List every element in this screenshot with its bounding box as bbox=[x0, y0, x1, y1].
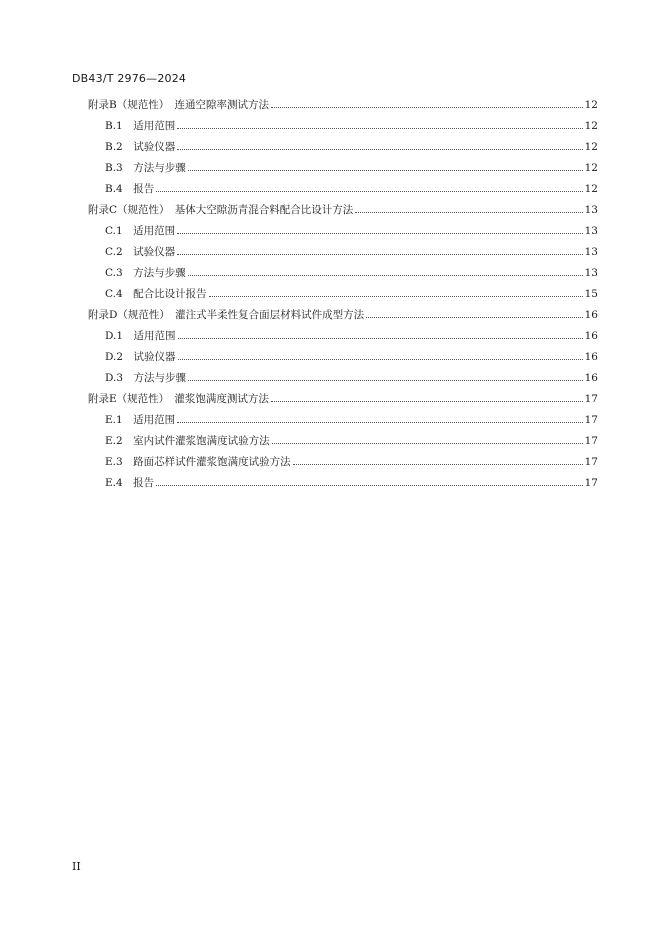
document-code-header: DB43/T 2976—2024 bbox=[72, 72, 187, 85]
toc-entry-page: 13 bbox=[584, 267, 598, 279]
toc-leader-dots bbox=[156, 182, 582, 192]
toc-entry-section[interactable] bbox=[105, 475, 598, 496]
toc-leader-dots bbox=[178, 350, 583, 360]
toc-entry-appendix[interactable] bbox=[88, 307, 598, 328]
toc-entry-page: 16 bbox=[584, 309, 598, 321]
toc-entry-label: E.4 报告 bbox=[105, 477, 155, 489]
toc-entry-label: B.3 方法与步骤 bbox=[105, 162, 186, 174]
toc-leader-dots bbox=[188, 266, 583, 276]
toc-leader-dots bbox=[177, 119, 582, 129]
toc-leader-dots bbox=[271, 98, 583, 108]
toc-entry-section[interactable] bbox=[105, 181, 598, 202]
toc-entry-section[interactable] bbox=[105, 286, 598, 307]
toc-leader-dots bbox=[188, 371, 583, 381]
toc-entry-label: B.4 报告 bbox=[105, 183, 155, 195]
toc-entry-page: 17 bbox=[584, 456, 598, 468]
toc-entry-section[interactable] bbox=[105, 265, 598, 286]
toc-leader-dots bbox=[366, 308, 582, 318]
toc-entry-label: 附录E（规范性） 灌浆饱满度测试方法 bbox=[88, 393, 269, 405]
toc-entry-page: 12 bbox=[584, 120, 598, 132]
page-number: II bbox=[72, 860, 81, 873]
toc-entry-page: 17 bbox=[584, 477, 598, 489]
toc-leader-dots bbox=[355, 203, 582, 213]
toc-entry-page: 12 bbox=[584, 162, 598, 174]
toc-entry-label: E.2 室内试件灌浆饱满度试验方法 bbox=[105, 435, 270, 447]
toc-entry-section[interactable] bbox=[105, 139, 598, 160]
toc-entry-page: 16 bbox=[584, 372, 598, 384]
toc-entry-label: C.4 配合比设计报告 bbox=[105, 288, 207, 300]
toc-entry-page: 16 bbox=[584, 330, 598, 342]
toc-entry-label: D.1 适用范围 bbox=[105, 330, 176, 342]
toc-entry-label: 附录B（规范性） 连通空隙率测试方法 bbox=[88, 99, 269, 111]
toc-entry-page: 16 bbox=[584, 351, 598, 363]
toc-entry-section[interactable] bbox=[105, 328, 598, 349]
toc-entry-label: 附录D（规范性） 灌注式半柔性复合面层材料试件成型方法 bbox=[88, 309, 365, 321]
toc-entry-page: 17 bbox=[584, 414, 598, 426]
toc-entry-section[interactable] bbox=[105, 160, 598, 181]
toc-entry-page: 13 bbox=[584, 204, 598, 216]
toc-entry-page: 12 bbox=[584, 99, 598, 111]
toc-leader-dots bbox=[271, 392, 583, 402]
toc-entry-section[interactable] bbox=[105, 370, 598, 391]
toc-entry-label: C.3 方法与步骤 bbox=[105, 267, 186, 279]
toc-entry-section[interactable] bbox=[105, 223, 598, 244]
toc-leader-dots bbox=[209, 287, 583, 297]
toc-entry-section[interactable] bbox=[105, 118, 598, 139]
toc-entry-label: B.2 试验仪器 bbox=[105, 141, 176, 153]
toc-entry-label: B.1 适用范围 bbox=[105, 120, 176, 132]
toc-entry-page: 13 bbox=[584, 225, 598, 237]
toc-entry-page: 17 bbox=[584, 435, 598, 447]
toc-entry-label: D.3 方法与步骤 bbox=[105, 372, 187, 384]
toc-entry-appendix[interactable] bbox=[88, 391, 598, 412]
toc-entry-label: C.1 适用范围 bbox=[105, 225, 176, 237]
toc-entry-page: 12 bbox=[584, 183, 598, 195]
toc-entry-section[interactable] bbox=[105, 454, 598, 475]
toc-entry-appendix[interactable] bbox=[88, 97, 598, 118]
toc-leader-dots bbox=[272, 434, 583, 444]
toc-entry-label: D.2 试验仪器 bbox=[105, 351, 176, 363]
toc-entry-section[interactable] bbox=[105, 349, 598, 370]
toc-entry-label: E.3 路面芯样试件灌浆饱满度试验方法 bbox=[105, 456, 291, 468]
toc-entry-page: 12 bbox=[584, 141, 598, 153]
toc-entry-section[interactable] bbox=[105, 244, 598, 265]
toc-leader-dots bbox=[177, 224, 582, 234]
toc-entry-page: 13 bbox=[584, 246, 598, 258]
toc-entry-label: 附录C（规范性） 基体大空隙沥青混合料配合比设计方法 bbox=[88, 204, 354, 216]
toc-entry-section[interactable] bbox=[105, 412, 598, 433]
toc-leader-dots bbox=[156, 476, 582, 486]
toc-leader-dots bbox=[188, 161, 583, 171]
toc-leader-dots bbox=[177, 413, 582, 423]
toc-entry-label: C.2 试验仪器 bbox=[105, 246, 176, 258]
toc-leader-dots bbox=[177, 245, 582, 255]
toc-entry-section[interactable] bbox=[105, 433, 598, 454]
toc-leader-dots bbox=[293, 455, 583, 465]
toc-leader-dots bbox=[177, 140, 582, 150]
toc-entry-page: 15 bbox=[584, 288, 598, 300]
toc-entry-page: 17 bbox=[584, 393, 598, 405]
toc-entry-appendix[interactable] bbox=[88, 202, 598, 223]
toc-leader-dots bbox=[178, 329, 583, 339]
toc-entry-label: E.1 适用范围 bbox=[105, 414, 176, 426]
